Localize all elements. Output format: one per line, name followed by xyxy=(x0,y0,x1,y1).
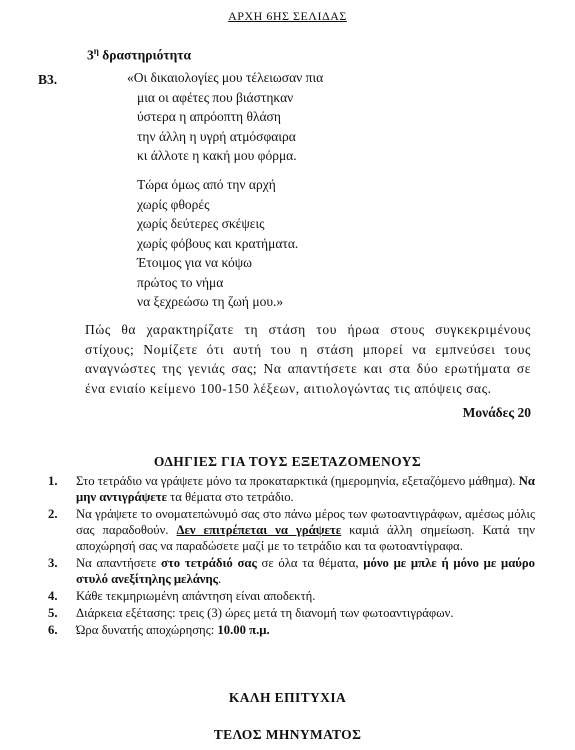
poem-line: να ξεχρεώσω τη ζωή μου.» xyxy=(137,294,284,309)
instruction-text: τα θέματα στο τετράδιο. xyxy=(167,490,294,504)
instructions-title: ΟΔΗΓΙΕΣ ΓΙΑ ΤΟΥΣ ΕΞΕΤΑΖΟΜΕΝΟΥΣ xyxy=(153,454,422,469)
instruction-text: Ώρα δυνατής αποχώρησης: xyxy=(76,623,218,637)
instruction-number: 1. xyxy=(48,474,58,488)
end-message: ΤΕΛΟΣ ΜΗΝΥΜΑΤΟΣ xyxy=(213,727,362,742)
activity-word: δραστηριότητα xyxy=(102,47,192,63)
instruction-item xyxy=(48,555,535,587)
instruction-bold: 10.00 π.μ. xyxy=(217,623,270,637)
instruction-item xyxy=(48,605,535,621)
poem-line: Έτοιμος για να κόψω xyxy=(137,255,253,270)
poem-line: την άλλη η υγρή ατμόσφαιρα xyxy=(137,128,296,144)
instruction-bold: στο τετράδιό σας xyxy=(161,556,257,570)
activity-title xyxy=(87,46,191,64)
instruction-bold: Δεν επιτρέπεται να γράψετε xyxy=(176,523,342,537)
instruction-text: Στο τετράδιο να γράψετε μόνο τα προκαταρκτικά (ημερομηνία, εξεταζόμενο μάθημα). xyxy=(76,474,519,488)
poem-line: «Οι δικαιολογίες μου τέλειωσαν πια xyxy=(127,70,324,85)
good-luck: ΚΑΛΗ ΕΠΙΤΥΧΙΑ xyxy=(228,690,347,705)
marks-label: Μονάδες 20 xyxy=(462,405,531,420)
poem-line: Τώρα όμως από την αρχή xyxy=(137,177,276,192)
item-label: Β3. xyxy=(38,72,58,87)
instruction-number: 5. xyxy=(48,606,58,620)
poem-line: χωρίς δεύτερες σκέψεις xyxy=(137,216,265,231)
page-header: ΑΡΧΗ 6ΗΣ ΣΕΛΙΔΑΣ xyxy=(228,9,347,23)
instruction-number: 2. xyxy=(48,507,58,521)
poem-line: πρώτος το νήμα xyxy=(137,274,224,290)
instruction-bold: Να μην αντιγράψετε xyxy=(76,474,535,504)
instruction-item xyxy=(48,622,535,638)
instruction-number: 6. xyxy=(48,623,58,637)
poem-stanza-1 xyxy=(127,68,323,166)
poem-line: χωρίς φόβους και κρατήματα. xyxy=(137,235,299,251)
instruction-item xyxy=(48,588,535,604)
instruction-bold: μόνο με μπλε ή μόνο με μαύρο στυλό ανεξίτηλης μελάνης xyxy=(76,556,536,586)
poem-line: κι άλλοτε η κακή μου φόρμα. xyxy=(137,148,297,163)
question-text: Πώς θα χαρακτηρίζατε τη στάση του ήρωα στους συγκεκριμένους στίχους; Νομίζετε ότι αυτή του η στάση μπορεί να εμπνεύσει τους αναγνώστες της γενιάς σας; Να απαντήσετε και στα δύο ερωτήματα σε ένα ενιαίο κείμενο 100-150 λέξεων, αιτιολογώντας τις απόψεις σας. xyxy=(85,322,531,396)
instruction-number: 4. xyxy=(48,589,58,603)
instruction-text: σε όλα τα θέματα, xyxy=(256,556,364,570)
poem-stanza-2 xyxy=(137,175,298,312)
poem-line: χωρίς φθορές xyxy=(137,196,210,212)
instruction-text: καμιά άλλη σημείωση. Κατά την αποχώρησή σας να παραδώσετε μαζί με το τετράδιο και τα φωτοαντίγραφα. xyxy=(76,523,535,553)
instruction-text: Κάθε τεκμηριωμένη απάντηση είναι αποδεκτή. xyxy=(76,589,316,603)
instruction-text: . xyxy=(218,572,222,586)
activity-number: 3 xyxy=(87,47,94,63)
instruction-text: Διάρκεια εξέτασης: τρεις (3) ώρες μετά τη διανομή των φωτοαντιγράφων. xyxy=(76,606,454,620)
instructions-list xyxy=(48,473,535,639)
instruction-item xyxy=(48,473,535,505)
instruction-text: Να γράψετε το ονοματεπώνυμό σας στο πάνω μέρος των φωτοαντιγράφων, αμέσως μόλις σας παραδοθούν. xyxy=(76,507,535,537)
activity-superscript: η xyxy=(93,46,99,56)
instruction-item xyxy=(48,506,535,554)
poem-line: μια οι αφέτες που βιάστηκαν xyxy=(137,89,294,105)
instruction-number: 3. xyxy=(48,556,58,570)
instruction-text: Να απαντήσετε xyxy=(76,556,162,570)
poem-line: ύστερα η απρόοπτη θλάση xyxy=(137,109,281,124)
